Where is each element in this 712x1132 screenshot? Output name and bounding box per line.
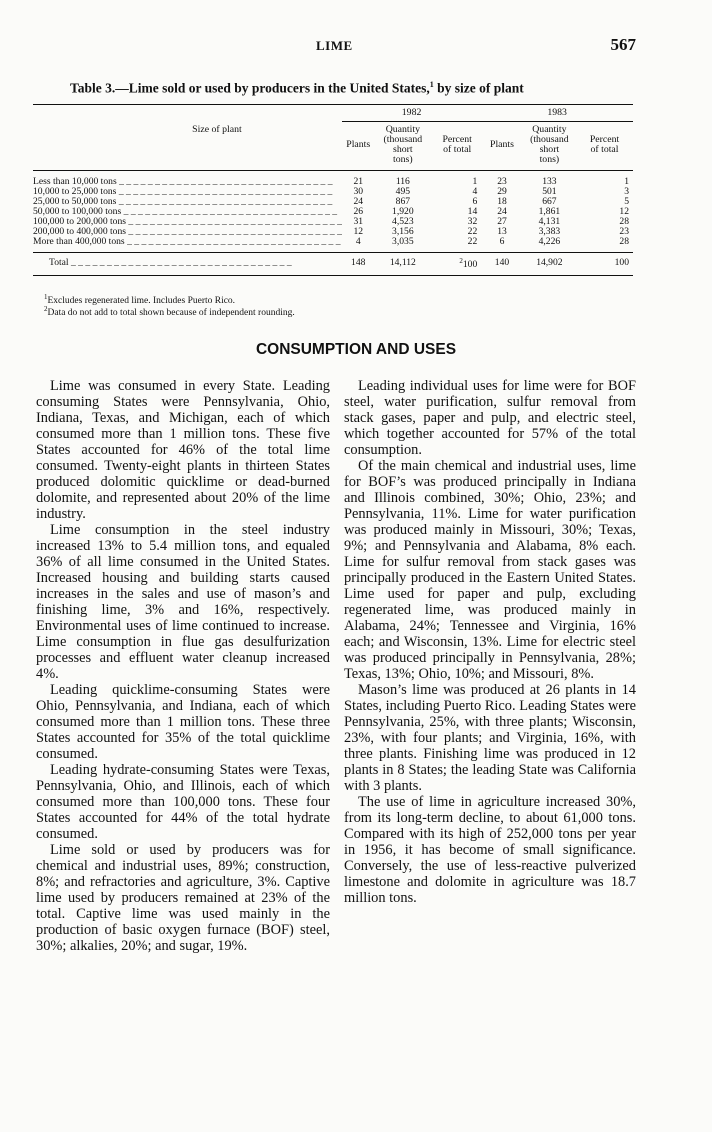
lime-by-plant-size-table <box>33 104 633 276</box>
stub-header: Size of plant <box>192 124 242 135</box>
table-row: 25,000 to 50,000 tons _ _ _ _ _ _ _ _ _ _ _ _ _ _ _ _ _ _ _ _ _ _ _ _ _ _ _ _ _ _ 24 867 6 18 667 5 <box>33 196 629 207</box>
paragraph: Lime consumption in the steel industry increased 13% to 5.4 million tons, and equaled 36% of all lime consumed in the United States. Increased housing and building starts caused increases in the sales and use of mason’s and finishing lime, 3% and 16%, respectively. Environmental uses of lime continued to increase. Lime consumption in flue gas desulfurization processes and effluent water cleanup increased 4%. <box>36 522 330 682</box>
paragraph: Of the main chemical and industrial uses, lime for BOF’s was produced principally in Indiana and Illinois combined, 30%; Ohio, 23%; and Pennsylvania, 11%. Lime for water purification was produced mainly in Missouri, 30%; Texas, 9%; and Pennsylvania and Alabama, 8% each. Lime for sulfur removal from stack gases was principally produced in the Eastern United States. Lime used for paper and pulp, excluding regenerated lime, was produced mainly in Alabama, 24%; Tennessee and Virginia, 16% each; and Wisconsin, 13%. Lime for electric steel was produced principally in Pennsylvania, 28%; Texas, 13%; Ohio, 10%; and Missouri, 8%. <box>344 458 636 682</box>
page-number: 567 <box>610 35 636 54</box>
paragraph: Leading hydrate-consuming States were Texas, Pennsylvania, Ohio, and Illinois, each of which consumed more than 100,000 tons. These four States accounted for 44% of the total hydrate consumed. <box>36 762 330 842</box>
paragraph: Mason’s lime was produced at 26 plants in 14 States, including Puerto Rico. Leading States were Pennsylvania, 25%, with three plants; Wisconsin, 23%, with four plants; and Virginia, 16%, with three plants. Finishing lime was produced in 12 plants in 8 States; the leading State was California with 3 plants. <box>344 682 636 794</box>
table-row: 100,000 to 200,000 tons _ _ _ _ _ _ _ _ _ _ _ _ _ _ _ _ _ _ _ _ _ _ _ _ _ _ _ _ _ _ 31 4,523 32 27 4,131 28 <box>33 216 629 227</box>
col-quantity-1983: Quantity (thousand short tons) <box>530 124 569 165</box>
table-total-row: Total _ _ _ _ _ _ _ _ _ _ _ _ _ _ _ _ _ _ _ _ _ _ _ _ _ _ _ _ _ _ _ 148 14,112 $^2$100 140 14,902 100 <box>49 257 629 271</box>
text-column-right <box>344 378 636 906</box>
running-header <box>0 35 712 58</box>
table-row: More than 400,000 tons _ _ _ _ _ _ _ _ _ _ _ _ _ _ _ _ _ _ _ _ _ _ _ _ _ _ _ _ _ _ 4 3,035 22 6 4,226 28 <box>33 236 629 247</box>
table-row: 200,000 to 400,000 tons _ _ _ _ _ _ _ _ _ _ _ _ _ _ _ _ _ _ _ _ _ _ _ _ _ _ _ _ _ _ 12 3,156 22 13 3,383 23 <box>33 226 629 237</box>
col-plants-1982: Plants <box>346 139 371 150</box>
year-header-1983: 1983 <box>481 105 633 122</box>
paragraph: Leading quicklime-consuming States were Ohio, Pennsylvania, and Indiana, each of which consumed more than 1 million tons. These three States accounted for 35% of the total quicklime consumed. <box>36 682 330 762</box>
caption-footnote-mark: 1 <box>429 80 434 89</box>
footnote-2: $^2$Data do not add to total shown because of independent rounding. <box>44 305 295 319</box>
col-percent-1982: Percent of total <box>442 134 472 155</box>
paragraph: Lime was consumed in every State. Leading consuming States were Pennsylvania, Ohio, Indiana, Texas, and Michigan, each of which consumed more than 1 million tons. These five States accounted for 46% of the total lime consumed. Twenty-eight plants in thirteen States produced dolomitic quicklime or dead-burned dolomite, and represented about 20% of the lime industry. <box>36 378 330 522</box>
table-caption <box>70 80 650 97</box>
paragraph: Leading individual uses for lime were for BOF steel, water purification, sulfur removal from stack gases, paper and pulp, and electric steel, which together accounted for 57% of the total consumption. <box>344 378 636 458</box>
col-quantity-1982: Quantity (thousand short tons) <box>383 124 423 165</box>
table-row: 10,000 to 25,000 tons _ _ _ _ _ _ _ _ _ _ _ _ _ _ _ _ _ _ _ _ _ _ _ _ _ _ _ _ _ _ 30 495 4 29 501 3 <box>33 186 629 197</box>
table-row: Less than 10,000 tons _ _ _ _ _ _ _ _ _ _ _ _ _ _ _ _ _ _ _ _ _ _ _ _ _ _ _ _ _ _ 21 116 1 23 133 1 <box>33 176 629 187</box>
running-title: LIME <box>316 38 353 53</box>
section-heading: CONSUMPTION AND USES <box>255 341 457 358</box>
footnote-1: $^1$Excludes regenerated lime. Includes Puerto Rico. <box>44 293 236 307</box>
table-row: 50,000 to 100,000 tons _ _ _ _ _ _ _ _ _ _ _ _ _ _ _ _ _ _ _ _ _ _ _ _ _ _ _ _ _ _ 26 1,920 14 24 1,861 12 <box>33 206 629 217</box>
col-plants-1983: Plants <box>490 139 514 150</box>
paragraph: Lime sold or used by producers was for chemical and industrial uses, 89%; construction, 8%; and refractories and agriculture, 3%. Captive lime used by producers remained at 23% of the total. Captive lime was used mainly in the production of basic oxygen furnace (BOF) steel, 30%; alkalies, 20%; and sugar, 19%. <box>36 842 330 954</box>
text-column-left <box>36 378 330 954</box>
caption-tail: by size of plant <box>433 80 524 96</box>
year-header-1982: 1982 <box>342 105 481 122</box>
col-percent-1983: Percent of total <box>589 134 620 155</box>
caption-text: Table 3.—Lime sold or used by producers in the United States, <box>70 80 430 96</box>
paragraph: The use of lime in agriculture increased 30%, from its long-term decline, to about 61,000 tons. Compared with its high of 252,000 tons per year in 1956, it has become of small significance. Conversely, the use of less-reactive pulverized limestone and dolomite in agriculture was 18.7 million tons. <box>344 794 636 906</box>
